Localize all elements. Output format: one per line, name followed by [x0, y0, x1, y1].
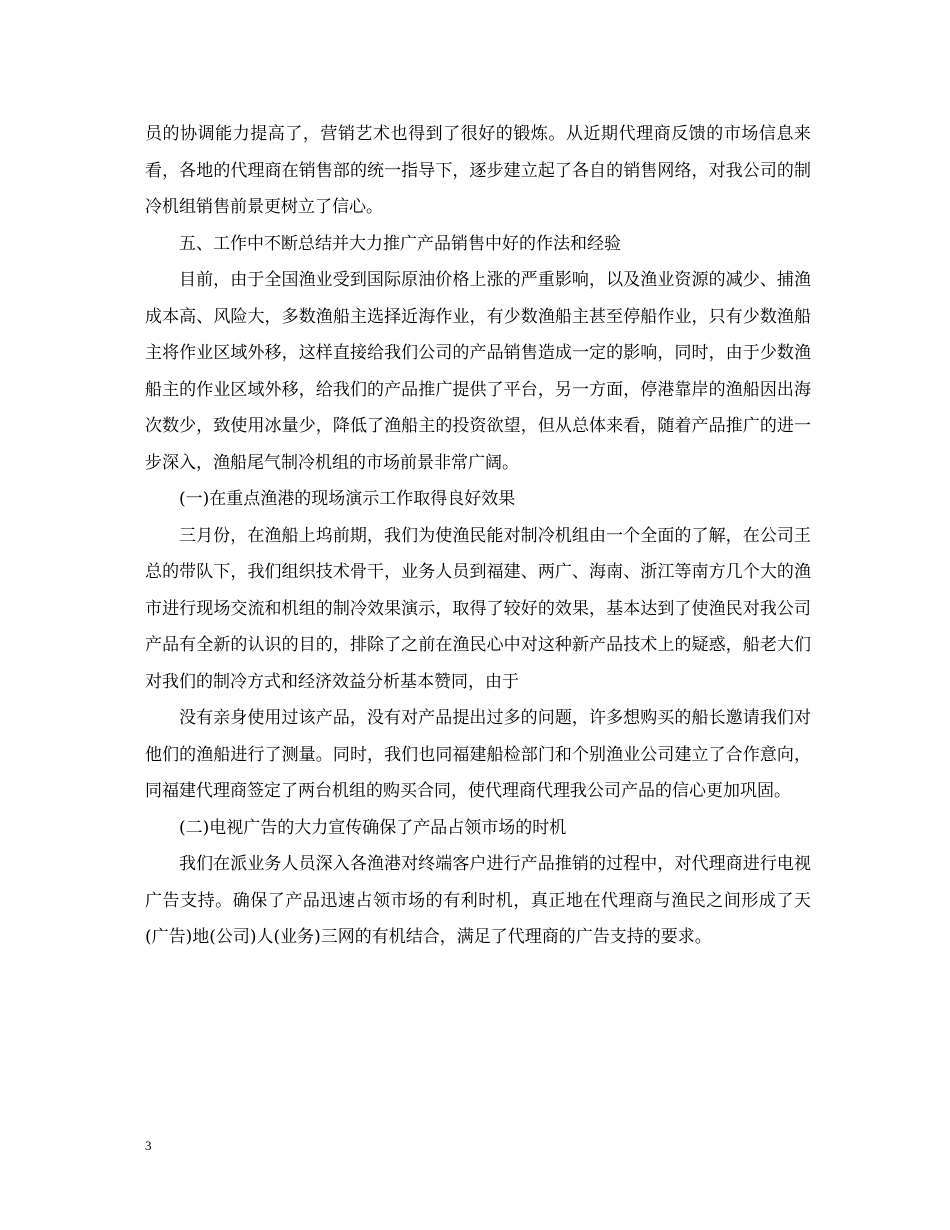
paragraph: 我们在派业务人员深入各渔港对终端客户进行产品推销的过程中，对代理商进行电视广告支持。确保了产品迅速占领市场的有利时机，真正地在代理商与渔民之间形成了天(广告)地(公司)人(业务)三网的有机结合，满足了代理商的广告支持的要求。: [145, 854, 811, 947]
page-number: 3: [145, 1138, 152, 1153]
paragraph: 没有亲身使用过该产品，没有对产品提出过多的问题，许多想购买的船长邀请我们对他们的渔船进行了测量。同时，我们也同福建船检部门和个别渔业公司建立了合作意向，同福建代理商签定了两台机组的购买合同，使代理商代理我公司产品的信心更加巩固。: [145, 708, 811, 801]
section-heading: 五、工作中不断总结并大力推广产品销售中好的作法和经验: [179, 233, 621, 254]
document-body: [145, 116, 811, 956]
subsection-heading: (一)在重点渔港的现场演示工作取得良好效果: [179, 489, 516, 509]
paragraph: 三月份，在渔船上坞前期，我们为使渔民能对制冷机组由一个全面的了解，在公司王总的带队下，我们组织技术骨干，业务人员到福建、两广、海南、浙江等南方几个大的渔市进行现场交流和机组的制冷效果演示，取得了较好的效果，基本达到了使渔民对我公司产品有全新的认识的目的，排除了之前在渔民心中对这种新产品技术上的疑惑，船老大们对我们的制冷方式和经济效益分析基本赞同，由于: [145, 525, 811, 692]
paragraph: 员的协调能力提高了，营销艺术也得到了很好的锻炼。从近期代理商反馈的市场信息来看，各地的代理商在销售部的统一指导下，逐步建立起了各自的销售网络，对我公司的制冷机组销售前景更树立了信心。: [145, 124, 811, 217]
subsection-heading: (二)电视广告的大力宣传确保了产品占领市场的时机: [179, 817, 567, 838]
paragraph: 目前，由于全国渔业受到国际原油价格上涨的严重影响，以及渔业资源的减少、捕渔成本高、风险大，多数渔船主选择近海作业，有少数渔船主甚至停船作业，只有少数渔船主将作业区域外移，这样直接给我们公司的产品销售造成一定的影响，同时，由于少数渔船主的作业区域外移，给我们的产品推广提供了平台，另一方面，停港靠岸的渔船因出海次数少，致使用冰量少，降低了渔船主的投资欲望，但从总体来看，随着产品推广的进一步深入，渔船尾气制冷机组的市场前景非常广阔。: [145, 270, 811, 473]
